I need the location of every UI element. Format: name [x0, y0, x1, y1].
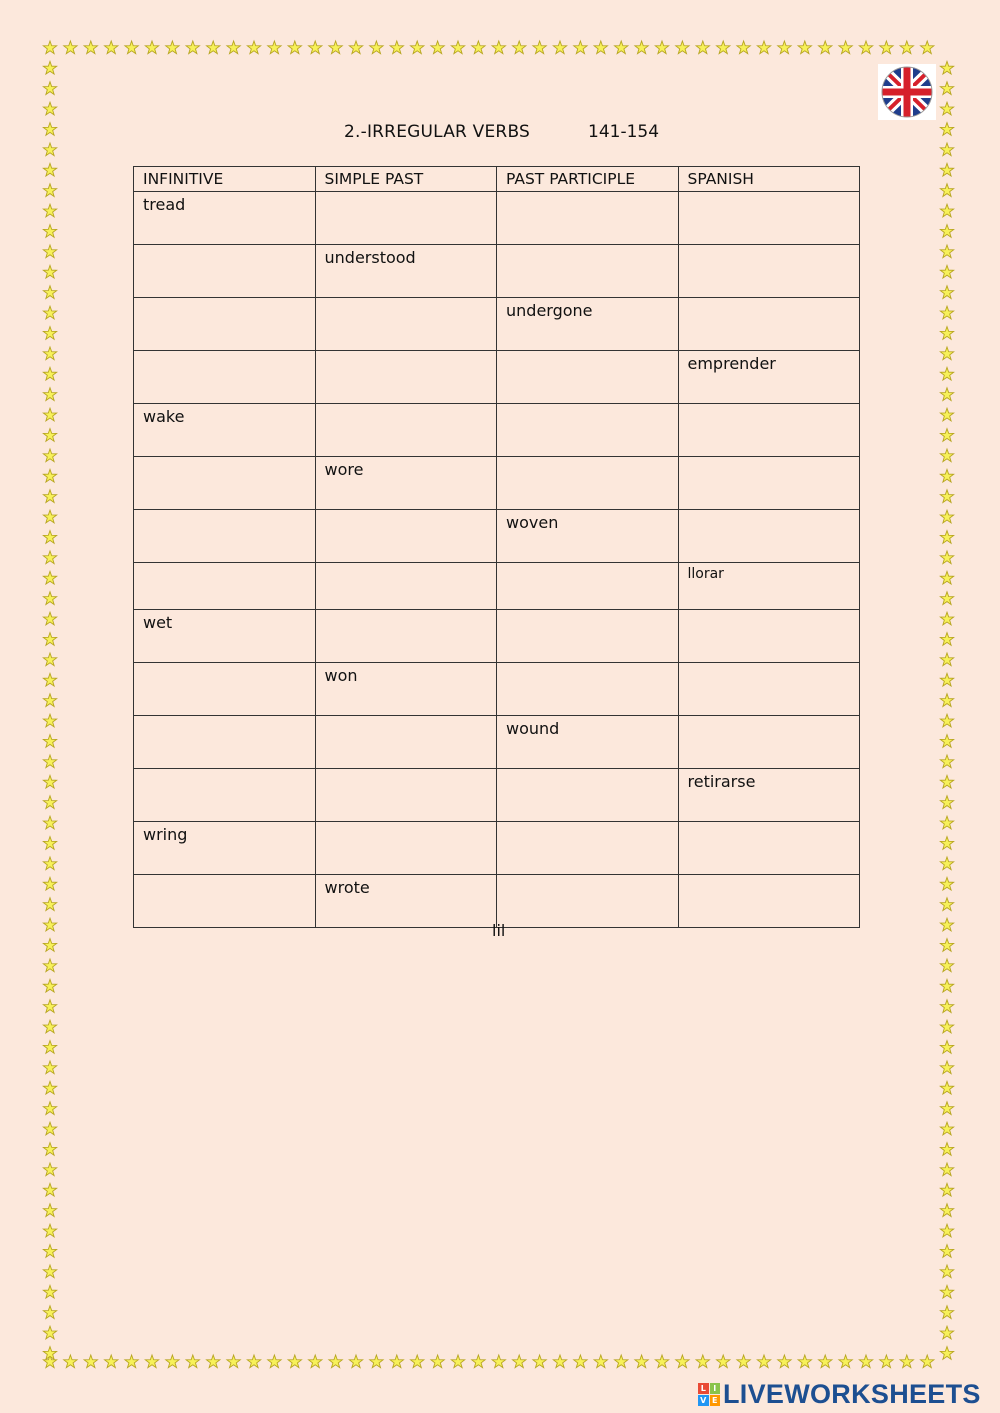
star-icon — [940, 469, 953, 482]
star-icon — [655, 41, 668, 54]
star-icon — [940, 775, 953, 788]
star-icon — [43, 816, 56, 829]
star-icon — [43, 1163, 56, 1176]
cell-spanish[interactable] — [678, 510, 860, 563]
cell-simple-past[interactable]: understood — [315, 245, 497, 298]
star-icon — [940, 1326, 953, 1339]
star-icon — [594, 1355, 607, 1368]
star-icon — [411, 41, 424, 54]
star-icon — [940, 1041, 953, 1054]
star-icon — [940, 245, 953, 258]
logo-text: LIVEWORKSHEETS — [723, 1378, 981, 1409]
star-icon — [43, 979, 56, 992]
star-icon — [940, 612, 953, 625]
cell-infinitive[interactable] — [134, 563, 316, 610]
table-row — [134, 245, 860, 298]
star-icon — [43, 898, 56, 911]
star-icon — [940, 204, 953, 217]
cell-infinitive[interactable] — [134, 875, 316, 928]
star-icon — [43, 41, 56, 54]
star-icon — [940, 1163, 953, 1176]
star-icon — [696, 1355, 709, 1368]
star-icon — [43, 1020, 56, 1033]
star-icon — [940, 959, 953, 972]
star-icon — [227, 1355, 240, 1368]
star-icon — [513, 1355, 526, 1368]
star-icon — [43, 714, 56, 727]
table-row — [134, 457, 860, 510]
star-icon — [574, 1355, 587, 1368]
cell-past-participle[interactable] — [497, 769, 679, 822]
star-icon — [43, 612, 56, 625]
star-icon — [451, 1355, 464, 1368]
star-icon — [778, 41, 791, 54]
star-icon — [676, 41, 689, 54]
cell-spanish[interactable]: llorar — [678, 563, 860, 610]
cell-past-participle[interactable] — [497, 192, 679, 245]
cell-spanish[interactable] — [678, 822, 860, 875]
star-icon — [940, 796, 953, 809]
star-icon — [472, 1355, 485, 1368]
cell-past-participle[interactable] — [497, 822, 679, 875]
star-icon — [43, 306, 56, 319]
star-icon — [43, 204, 56, 217]
cell-past-participle[interactable] — [497, 610, 679, 663]
star-icon — [43, 571, 56, 584]
table-row — [134, 510, 860, 563]
star-icon — [43, 1143, 56, 1156]
star-icon — [940, 1265, 953, 1278]
cell-simple-past[interactable]: wrote — [315, 875, 497, 928]
star-icon — [43, 469, 56, 482]
star-icon — [615, 41, 628, 54]
star-icon — [43, 1183, 56, 1196]
cell-past-participle[interactable]: undergone — [497, 298, 679, 351]
star-icon — [105, 1355, 118, 1368]
cell-spanish[interactable] — [678, 192, 860, 245]
cell-simple-past[interactable] — [315, 404, 497, 457]
cell-simple-past[interactable] — [315, 769, 497, 822]
star-icon — [940, 1102, 953, 1115]
star-icon — [125, 1355, 138, 1368]
star-icon — [940, 735, 953, 748]
cell-past-participle[interactable] — [497, 875, 679, 928]
star-icon — [553, 41, 566, 54]
header-past-participle: PAST PARTICIPLE — [497, 167, 679, 192]
star-icon — [43, 327, 56, 340]
logo-icon: L I V E — [698, 1383, 720, 1405]
table-row — [134, 298, 860, 351]
star-icon — [940, 61, 953, 74]
star-icon — [43, 1306, 56, 1319]
star-icon — [43, 449, 56, 462]
star-icon — [43, 857, 56, 870]
star-icon — [43, 163, 56, 176]
cell-simple-past[interactable] — [315, 716, 497, 769]
star-icon — [940, 1122, 953, 1135]
cell-infinitive[interactable] — [134, 769, 316, 822]
star-icon — [166, 41, 179, 54]
star-icon — [145, 41, 158, 54]
star-icon — [940, 1285, 953, 1298]
star-icon — [125, 41, 138, 54]
star-icon — [43, 265, 56, 278]
cell-infinitive[interactable]: wring — [134, 822, 316, 875]
star-icon — [940, 429, 953, 442]
star-icon — [43, 347, 56, 360]
star-icon — [43, 388, 56, 401]
table-row — [134, 822, 860, 875]
star-icon — [880, 41, 893, 54]
star-icon — [43, 184, 56, 197]
star-icon — [921, 1355, 934, 1368]
star-icon — [940, 408, 953, 421]
star-icon — [43, 1102, 56, 1115]
star-icon — [329, 1355, 342, 1368]
cell-simple-past[interactable] — [315, 192, 497, 245]
star-icon — [940, 1347, 953, 1360]
star-icon — [43, 367, 56, 380]
cell-simple-past[interactable] — [315, 351, 497, 404]
cell-infinitive[interactable] — [134, 457, 316, 510]
table-row — [134, 769, 860, 822]
star-icon — [737, 1355, 750, 1368]
star-icon — [940, 1204, 953, 1217]
star-icon — [268, 1355, 281, 1368]
star-icon — [43, 1347, 56, 1360]
star-icon — [288, 1355, 301, 1368]
cell-simple-past[interactable] — [315, 822, 497, 875]
star-icon — [940, 1000, 953, 1013]
star-icon — [940, 939, 953, 952]
star-icon — [309, 41, 322, 54]
star-icon — [940, 877, 953, 890]
table-row — [134, 351, 860, 404]
star-icon — [43, 429, 56, 442]
star-icon — [411, 1355, 424, 1368]
star-icon — [43, 225, 56, 238]
cell-spanish[interactable] — [678, 663, 860, 716]
cell-simple-past[interactable] — [315, 298, 497, 351]
star-icon — [43, 1041, 56, 1054]
verbs-table — [133, 166, 860, 928]
star-icon — [370, 1355, 383, 1368]
star-icon — [43, 1355, 56, 1368]
star-icon — [43, 286, 56, 299]
cell-past-participle[interactable] — [497, 404, 679, 457]
star-icon — [553, 1355, 566, 1368]
star-icon — [43, 653, 56, 666]
cell-infinitive[interactable] — [134, 510, 316, 563]
star-icon — [940, 490, 953, 503]
star-icon — [247, 1355, 260, 1368]
star-icon — [940, 102, 953, 115]
star-icon — [43, 694, 56, 707]
star-icon — [329, 41, 342, 54]
star-icon — [940, 1061, 953, 1074]
header-infinitive: INFINITIVE — [134, 167, 316, 192]
star-icon — [43, 82, 56, 95]
star-icon — [757, 1355, 770, 1368]
star-icon — [390, 1355, 403, 1368]
star-icon — [635, 1355, 648, 1368]
star-icon — [288, 41, 301, 54]
star-icon — [940, 1143, 953, 1156]
star-icon — [43, 1081, 56, 1094]
star-icon — [940, 449, 953, 462]
star-icon — [186, 41, 199, 54]
star-icon — [676, 1355, 689, 1368]
star-icon — [940, 551, 953, 564]
star-icon — [940, 898, 953, 911]
star-icon — [43, 939, 56, 952]
cell-spanish[interactable] — [678, 875, 860, 928]
star-icon — [43, 1122, 56, 1135]
star-icon — [778, 1355, 791, 1368]
star-icon — [839, 41, 852, 54]
star-icon — [940, 531, 953, 544]
star-icon — [940, 837, 953, 850]
star-icon — [390, 41, 403, 54]
star-icon — [574, 41, 587, 54]
star-icon — [798, 41, 811, 54]
table-row — [134, 563, 860, 610]
table-row — [134, 404, 860, 457]
star-icon — [43, 837, 56, 850]
star-icon — [940, 1081, 953, 1094]
star-icon — [451, 41, 464, 54]
cell-simple-past[interactable] — [315, 610, 497, 663]
star-icon — [940, 571, 953, 584]
cell-spanish[interactable]: emprender — [678, 351, 860, 404]
cell-spanish[interactable] — [678, 716, 860, 769]
star-icon — [594, 41, 607, 54]
star-icon — [757, 41, 770, 54]
star-icon — [717, 41, 730, 54]
cell-spanish[interactable] — [678, 610, 860, 663]
table-row — [134, 875, 860, 928]
star-icon — [940, 1224, 953, 1237]
star-icon — [43, 918, 56, 931]
verb-range: 141-154 — [588, 122, 660, 142]
star-icon — [145, 1355, 158, 1368]
star-icon — [940, 979, 953, 992]
star-icon — [940, 857, 953, 870]
star-icon — [940, 388, 953, 401]
cell-simple-past[interactable] — [315, 563, 497, 610]
cell-infinitive[interactable]: tread — [134, 192, 316, 245]
star-icon — [940, 673, 953, 686]
star-icon — [43, 796, 56, 809]
star-icon — [492, 1355, 505, 1368]
star-icon — [940, 1306, 953, 1319]
star-icon — [349, 41, 362, 54]
star-icon — [43, 1265, 56, 1278]
star-icon — [247, 41, 260, 54]
star-icon — [880, 1355, 893, 1368]
star-icon — [64, 41, 77, 54]
table-row — [134, 716, 860, 769]
cell-spanish[interactable]: retirarse — [678, 769, 860, 822]
star-icon — [186, 1355, 199, 1368]
star-icon — [717, 1355, 730, 1368]
star-icon — [43, 1245, 56, 1258]
star-icon — [533, 41, 546, 54]
star-icon — [940, 184, 953, 197]
star-icon — [940, 225, 953, 238]
cell-spanish[interactable] — [678, 245, 860, 298]
cell-spanish[interactable] — [678, 404, 860, 457]
star-icon — [207, 41, 220, 54]
cell-past-participle[interactable] — [497, 457, 679, 510]
cell-past-participle[interactable] — [497, 351, 679, 404]
cell-past-participle[interactable] — [497, 563, 679, 610]
star-icon — [940, 327, 953, 340]
star-icon — [43, 490, 56, 503]
cell-infinitive[interactable]: wet — [134, 610, 316, 663]
star-icon — [43, 1000, 56, 1013]
star-icon — [859, 41, 872, 54]
star-icon — [166, 1355, 179, 1368]
star-icon — [940, 367, 953, 380]
star-icon — [492, 41, 505, 54]
star-icon — [655, 1355, 668, 1368]
star-icon — [798, 1355, 811, 1368]
cell-infinitive[interactable]: wake — [134, 404, 316, 457]
star-icon — [43, 531, 56, 544]
star-icon — [859, 1355, 872, 1368]
star-icon — [940, 1245, 953, 1258]
cell-infinitive[interactable] — [134, 298, 316, 351]
star-icon — [43, 551, 56, 564]
star-icon — [43, 1204, 56, 1217]
star-icon — [43, 102, 56, 115]
star-icon — [940, 633, 953, 646]
header-simple-past: SIMPLE PAST — [315, 167, 497, 192]
star-icon — [84, 1355, 97, 1368]
star-icon — [940, 265, 953, 278]
cell-past-participle[interactable]: woven — [497, 510, 679, 563]
star-icon — [431, 41, 444, 54]
star-icon — [370, 41, 383, 54]
star-icon — [940, 592, 953, 605]
star-icon — [940, 816, 953, 829]
star-icon — [940, 510, 953, 523]
cell-past-participle[interactable]: wound — [497, 716, 679, 769]
star-icon — [43, 877, 56, 890]
cell-infinitive[interactable] — [134, 716, 316, 769]
star-icon — [43, 1326, 56, 1339]
cell-simple-past[interactable]: wore — [315, 457, 497, 510]
star-icon — [940, 163, 953, 176]
star-icon — [64, 1355, 77, 1368]
star-icon — [43, 755, 56, 768]
cell-infinitive[interactable] — [134, 663, 316, 716]
star-icon — [940, 286, 953, 299]
cell-past-participle[interactable] — [497, 245, 679, 298]
cell-spanish[interactable] — [678, 298, 860, 351]
star-icon — [43, 735, 56, 748]
star-icon — [940, 918, 953, 931]
table-header-row — [134, 167, 860, 192]
star-icon — [105, 41, 118, 54]
table-row — [134, 192, 860, 245]
star-icon — [431, 1355, 444, 1368]
star-icon — [940, 755, 953, 768]
table-row — [134, 663, 860, 716]
worksheet-title: 2.-IRREGULAR VERBS — [344, 122, 530, 142]
star-icon — [900, 1355, 913, 1368]
star-icon — [84, 41, 97, 54]
star-icon — [227, 41, 240, 54]
star-icon — [940, 1020, 953, 1033]
star-icon — [207, 1355, 220, 1368]
cell-infinitive[interactable] — [134, 245, 316, 298]
title-row — [0, 118, 1000, 148]
star-icon — [839, 1355, 852, 1368]
star-icon — [940, 347, 953, 360]
uk-flag-icon — [878, 64, 936, 120]
cell-spanish[interactable] — [678, 457, 860, 510]
star-icon — [309, 1355, 322, 1368]
footnote: lil — [492, 921, 506, 940]
cell-simple-past[interactable] — [315, 510, 497, 563]
star-icon — [43, 673, 56, 686]
star-icon — [43, 592, 56, 605]
star-icon — [940, 653, 953, 666]
cell-simple-past[interactable]: won — [315, 663, 497, 716]
star-icon — [43, 775, 56, 788]
star-icon — [472, 41, 485, 54]
star-icon — [819, 41, 832, 54]
header-spanish: SPANISH — [678, 167, 860, 192]
star-icon — [940, 82, 953, 95]
star-icon — [696, 41, 709, 54]
star-icon — [940, 306, 953, 319]
star-icon — [513, 41, 526, 54]
star-icon — [43, 61, 56, 74]
star-icon — [43, 245, 56, 258]
star-icon — [43, 1224, 56, 1237]
star-icon — [819, 1355, 832, 1368]
star-icon — [940, 714, 953, 727]
star-icon — [940, 694, 953, 707]
star-icon — [43, 959, 56, 972]
star-icon — [615, 1355, 628, 1368]
star-icon — [940, 1183, 953, 1196]
star-icon — [533, 1355, 546, 1368]
cell-past-participle[interactable] — [497, 663, 679, 716]
star-icon — [43, 408, 56, 421]
star-icon — [268, 41, 281, 54]
star-icon — [43, 1285, 56, 1298]
cell-infinitive[interactable] — [134, 351, 316, 404]
liveworksheets-logo[interactable] — [698, 1380, 981, 1408]
table-row — [134, 610, 860, 663]
star-icon — [737, 41, 750, 54]
star-icon — [635, 41, 648, 54]
star-icon — [900, 41, 913, 54]
star-icon — [43, 510, 56, 523]
star-icon — [349, 1355, 362, 1368]
star-icon — [43, 633, 56, 646]
star-icon — [921, 41, 934, 54]
star-icon — [43, 1061, 56, 1074]
